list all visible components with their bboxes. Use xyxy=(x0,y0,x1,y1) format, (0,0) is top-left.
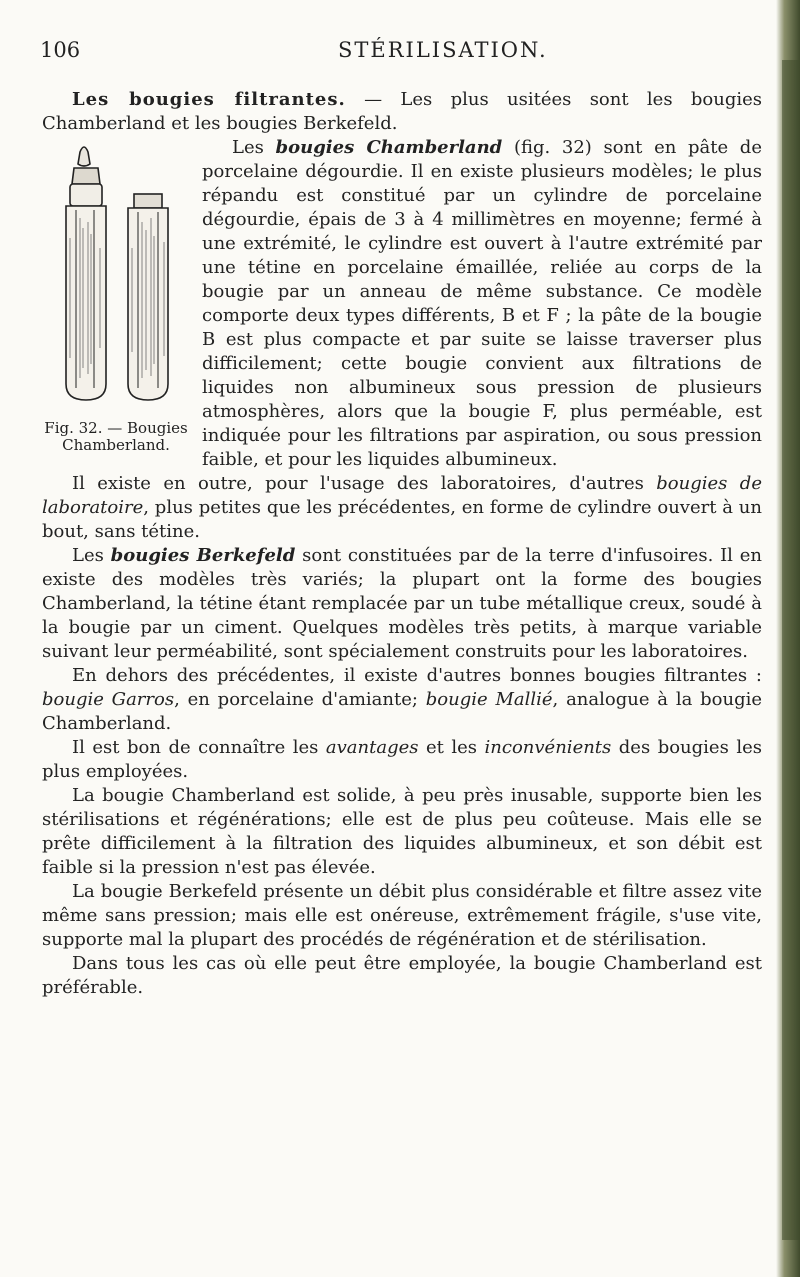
running-header xyxy=(40,38,740,68)
term-bougies-berkefeld: bougies Berkefeld xyxy=(110,545,296,566)
section-heading: Les bougies filtrantes. xyxy=(72,89,346,110)
figure-32 xyxy=(42,138,190,454)
body-text xyxy=(42,88,762,1000)
term-bougies-chamberland: bougies Chamberland xyxy=(275,137,503,158)
chamberland-candles-illustration xyxy=(42,138,190,420)
term-bougie-garros: bougie Garros xyxy=(42,689,175,710)
paragraph-autres-bougies: En dehors des précédentes, il existe d'autres bonnes bougies filtrantes : bougie Garros, en porcelaine d'amiante; bougie Mallié, analogue à la bougie Chamberland. xyxy=(42,665,763,734)
term-bougies-laboratoire: bougies de laboratoire xyxy=(42,473,762,518)
page-edge-binding xyxy=(772,0,800,1277)
paragraph-avantages: Il est bon de connaître les avantages et les inconvénients des bougies les plus employées. xyxy=(42,737,762,782)
paragraph-chamberland-eval: La bougie Chamberland est solide, à peu près inusable, supporte bien les stérilisations et régénérations; elle est de plus peu coûteuse. Mais elle se prête difficilement à la filtration des liquides albumineux, et son débit est faible si la pression n'est pas élevée. xyxy=(42,785,762,878)
term-bougie-mallie: bougie Mallié xyxy=(425,689,553,710)
paragraph-chamberland: Les bougies Chamberland (fig. 32) sont en pâte de porcelaine dégourdie. Il en existe plusieurs modèles; le plus répandu est constitué par un cylindre de porcelaine dégourdie, épais de 3 à 4 millimètres en moyenne; fermé à une extrémité, le cylindre est ouvert à l'autre extrémité par une tétine en porcelaine émaillée, reliée au corps de la bougie par un anneau de même substance. Ce modèle comporte deux types différents, B et F ; la pâte de la bougie B est plus compacte et par suite se laisse traverser plus difficilement; cette bougie convient aux filtrations de liquides non albumineux sous pression de plusieurs atmosphères, alors que la bougie F, plus perméable, est indiquée pour les filtrations par aspiration, ou sous pression faible, et pour les liquides albumineux. xyxy=(202,137,762,470)
paragraph-berkefeld: Les bougies Berkefeld sont constituées par de la terre d'infusoires. Il en existe des modèles très variés; la plupart ont la forme des bougies Chamberland, la tétine étant remplacée par un tube métallique creux, soudé à la bougie par un ciment. Quelques modèles très petits, à marque variable suivant leur perméabilité, sont spécialement construits pour les laboratoires. xyxy=(42,545,762,662)
paragraph-laboratoire: Il existe en outre, pour l'usage des laboratoires, d'autres bougies de laboratoire, plus petites que les précédentes, en forme de cylindre ouvert à un bout, sans tétine. xyxy=(42,473,762,542)
paragraph-bougies-filtrantes: Les bougies filtrantes. — Les plus usitées sont les bougies Chamberland et les bougies Berkefeld. xyxy=(42,89,762,134)
paragraph-conclusion: Dans tous les cas où elle peut être employée, la bougie Chamberland est préférable. xyxy=(42,953,762,998)
figure-caption: Fig. 32. — Bougies Chamberland. xyxy=(44,419,188,454)
running-title: STÉRILISATION. xyxy=(338,38,548,62)
paragraph-berkefeld-eval: La bougie Berkefeld présente un débit plus considérable et filtre assez vite même sans pression; mais elle est onéreuse, extrêmement frágile, s'use vite, supporte mal la plupart des procédés de régénération et de stérilisation. xyxy=(42,881,762,950)
term-avantages: avantages xyxy=(325,737,419,758)
page-number: 106 xyxy=(40,38,81,62)
term-inconvenients: inconvénients xyxy=(484,737,612,758)
